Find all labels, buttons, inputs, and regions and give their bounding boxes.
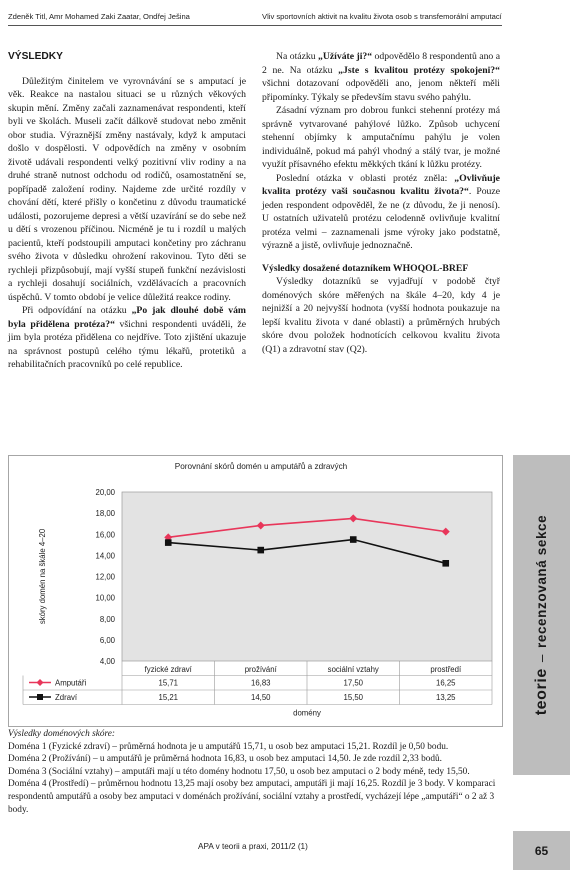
legend-label: Zdraví bbox=[55, 693, 78, 702]
data-table-value: 16,25 bbox=[435, 678, 456, 688]
caption-line: Doména 2 (Prožívání) – u amputářů je průměrná hodnota 16,83, u osob bez amputaci 14,50. Je zde rozdíl 2,33 bodů. bbox=[8, 754, 443, 765]
y-tick-label: 8,00 bbox=[99, 614, 115, 624]
y-tick-label: 18,00 bbox=[95, 509, 115, 519]
data-point bbox=[257, 547, 264, 554]
line-chart bbox=[9, 456, 502, 726]
chart-title: Porovnání skórů domén u amputářů a zdravých bbox=[174, 462, 348, 471]
y-tick-label: 14,00 bbox=[95, 551, 115, 561]
data-table-value: 15,50 bbox=[343, 693, 364, 702]
caption-line: Doména 1 (Fyzické zdraví) – průměrná hodnota je u amputářů 15,71, u osob bez amputaci 15,21. Rozdíl je 0,50 bodu. bbox=[8, 741, 449, 752]
paragraph: Důležitým činitelem ve vyrovnávání se s amputací je věk. Reakce na nastalou situaci se u různých věkových skupin mění. Změny začali zaznamenávat respondenti, kteří byli ve školách. Museli začít dálkově studovat nebo změnit obor studia. Výraznější změny nastávaly, když k amputaci došlo v dospělosti. V odpovědích na změny v osobním životě udávali respondenti velký pozitivní vliv rodiny a na druhé straně nutnost odchodu od rodičů, osamostatnění se, popřípadě založení rodiny. Najdeme zde určité rozdíly v chování dětí, které přišly o končetinu z důvodu traumatické události, pozorujeme depresi a větší uzavírání se do sebe než u dětí s vrozenou příčinou. Nicméně je tu i rozdíl u malých pacientů, kteří podstoupili amputaci končetiny pro záchranu svého života v důsledku ohrožení rakovinou. Tyto děti se rychleji přizpůsobují, mají vyšší stupeň funkční nezávislosti a rychleji dosahují sociálních, vzdělávacích a pracovních úspěchů. V tomto období je velice důležitá reakce rodiny. bbox=[8, 75, 246, 303]
legend-marker bbox=[37, 694, 43, 700]
data-point bbox=[165, 539, 172, 546]
data-table-value: 15,21 bbox=[158, 693, 179, 702]
data-point bbox=[350, 536, 357, 543]
page-number: 65 bbox=[513, 831, 570, 870]
category-label: fyzické zdraví bbox=[144, 665, 192, 674]
footer-journal: APA v teorii a praxi, 2011/2 (1) bbox=[198, 842, 308, 851]
running-header-authors: Zdeněk Titl, Amr Mohamed Zaki Zaatar, Ondřej Ješina bbox=[8, 12, 190, 21]
paragraph: Zásadní význam pro dobrou funkci stehenní protézy má správně vytvarované pahýlové lůžko. Způsob uchycení stehenní objímky k amputačnímu pahýlu je volen individuálně, pokud má pahýl vhodný a stálý tvar, je možné využít přísavného efektu měkkých tkání k lůžku protézy. bbox=[262, 105, 500, 170]
data-table-value: 13,25 bbox=[435, 693, 456, 702]
legend-label: Amputáři bbox=[55, 678, 87, 688]
category-label: sociální vztahy bbox=[327, 665, 379, 674]
category-label: prožívání bbox=[244, 665, 277, 674]
right-text-column bbox=[262, 50, 500, 356]
data-table-value: 16,83 bbox=[250, 678, 271, 688]
paragraph: Poslední otázka v oblasti protéz zněla: „Ovlivňuje kvalita protézy vaši současnou kvalitu života?“. Pouze jeden respondent odpověděl, že ne (z důvodu, že ji nenosí). U ostatních uživatelů protézu celodenně ovlivňuje kvalitní protéza velmi – zaznamenali jsme výroky jako podstatně, výrazně a jistě, ovlivňuje jednoznačně. bbox=[262, 172, 500, 251]
chart-frame bbox=[8, 455, 503, 727]
section-heading: VÝSLEDKY bbox=[8, 51, 63, 62]
caption-title: Výsledky doménových skóre: bbox=[8, 729, 116, 739]
subsection-heading: Výsledky dosažené dotazníkem WHOQOL-BREF bbox=[262, 262, 469, 274]
x-axis-label: domény bbox=[293, 708, 321, 718]
caption-line: Doména 3 (Sociální vztahy) – amputáři mají u této domény hodnotu 17,50, u osob bez amputaci o 2 body méně, tedy 15,50. Doména 4 (Prostředí) – průměrnou hodnotu 13,25 mají osoby bez amputaci, amputáři ji mají 16,25. Rozdíl je 3 body. V komparaci respondentů amputářů a osoby bez amputaci v doménách prožívání, sociální vztahy a prostředí, vycházejí lépe „amputáři“ o 2 až 3 body. bbox=[8, 766, 496, 815]
section-side-band bbox=[513, 455, 570, 775]
category-label: prostředí bbox=[430, 665, 462, 674]
legend-marker bbox=[37, 679, 44, 686]
left-text-column bbox=[8, 50, 246, 372]
y-tick-label: 20,00 bbox=[95, 488, 115, 497]
y-axis-label: skóry domén na škále 4–20 bbox=[38, 528, 47, 625]
y-tick-label: 4,00 bbox=[99, 657, 115, 666]
paragraph: Výsledky dotazníků se vyjadřují v podobě čtyř doménových skóre měřených na škále 4–20, kdy 4 je nejnižší a 20 nejvyšší hodnota (vyšší hodnota poukazuje na lepší kvalitu života v dané oblasti) a průměrných hrubých skóre dvou položek hodnotících celkovou kvalitu života (Q1) a zdravotní stav (Q2). bbox=[262, 276, 500, 355]
data-table-value: 15,71 bbox=[158, 678, 179, 688]
paragraph: Při odpovídání na otázku „Po jak dlouhé době vám byla přidělena protéza?“ všichni respondenti uváděli, že jim byla protéza přidělena co nejdříve. Toto zjištění ukazuje na správnost postupů celého týmu lékařů, protetiků a rehabilitačních pracovníků po celé republice. bbox=[8, 305, 246, 370]
figure-caption bbox=[8, 728, 502, 816]
data-table-value: 14,50 bbox=[250, 693, 271, 702]
plot-area bbox=[122, 492, 492, 661]
data-table-value: 17,50 bbox=[343, 678, 364, 688]
y-tick-label: 10,00 bbox=[95, 593, 115, 603]
y-tick-label: 12,00 bbox=[95, 572, 115, 582]
y-tick-label: 6,00 bbox=[99, 635, 115, 645]
y-tick-label: 16,00 bbox=[95, 530, 115, 540]
paragraph: Na otázku „Užíváte ji?“ odpovědělo 8 respondentů ano a 2 ne. Na otázku „Jste s kvalitou protézy spokojeni?“ všichni dotazovaní odpověděli ano, jenom někteří měli připomínky. Týkaly se především stavu svého pahýlu. bbox=[262, 51, 500, 103]
running-header-title: Vliv sportovních aktivit na kvalitu života osob s transfemorální amputací bbox=[262, 12, 502, 21]
header-rule bbox=[8, 25, 502, 26]
section-label: teorie – recenzovaná sekce bbox=[532, 514, 550, 716]
data-point bbox=[442, 560, 449, 567]
